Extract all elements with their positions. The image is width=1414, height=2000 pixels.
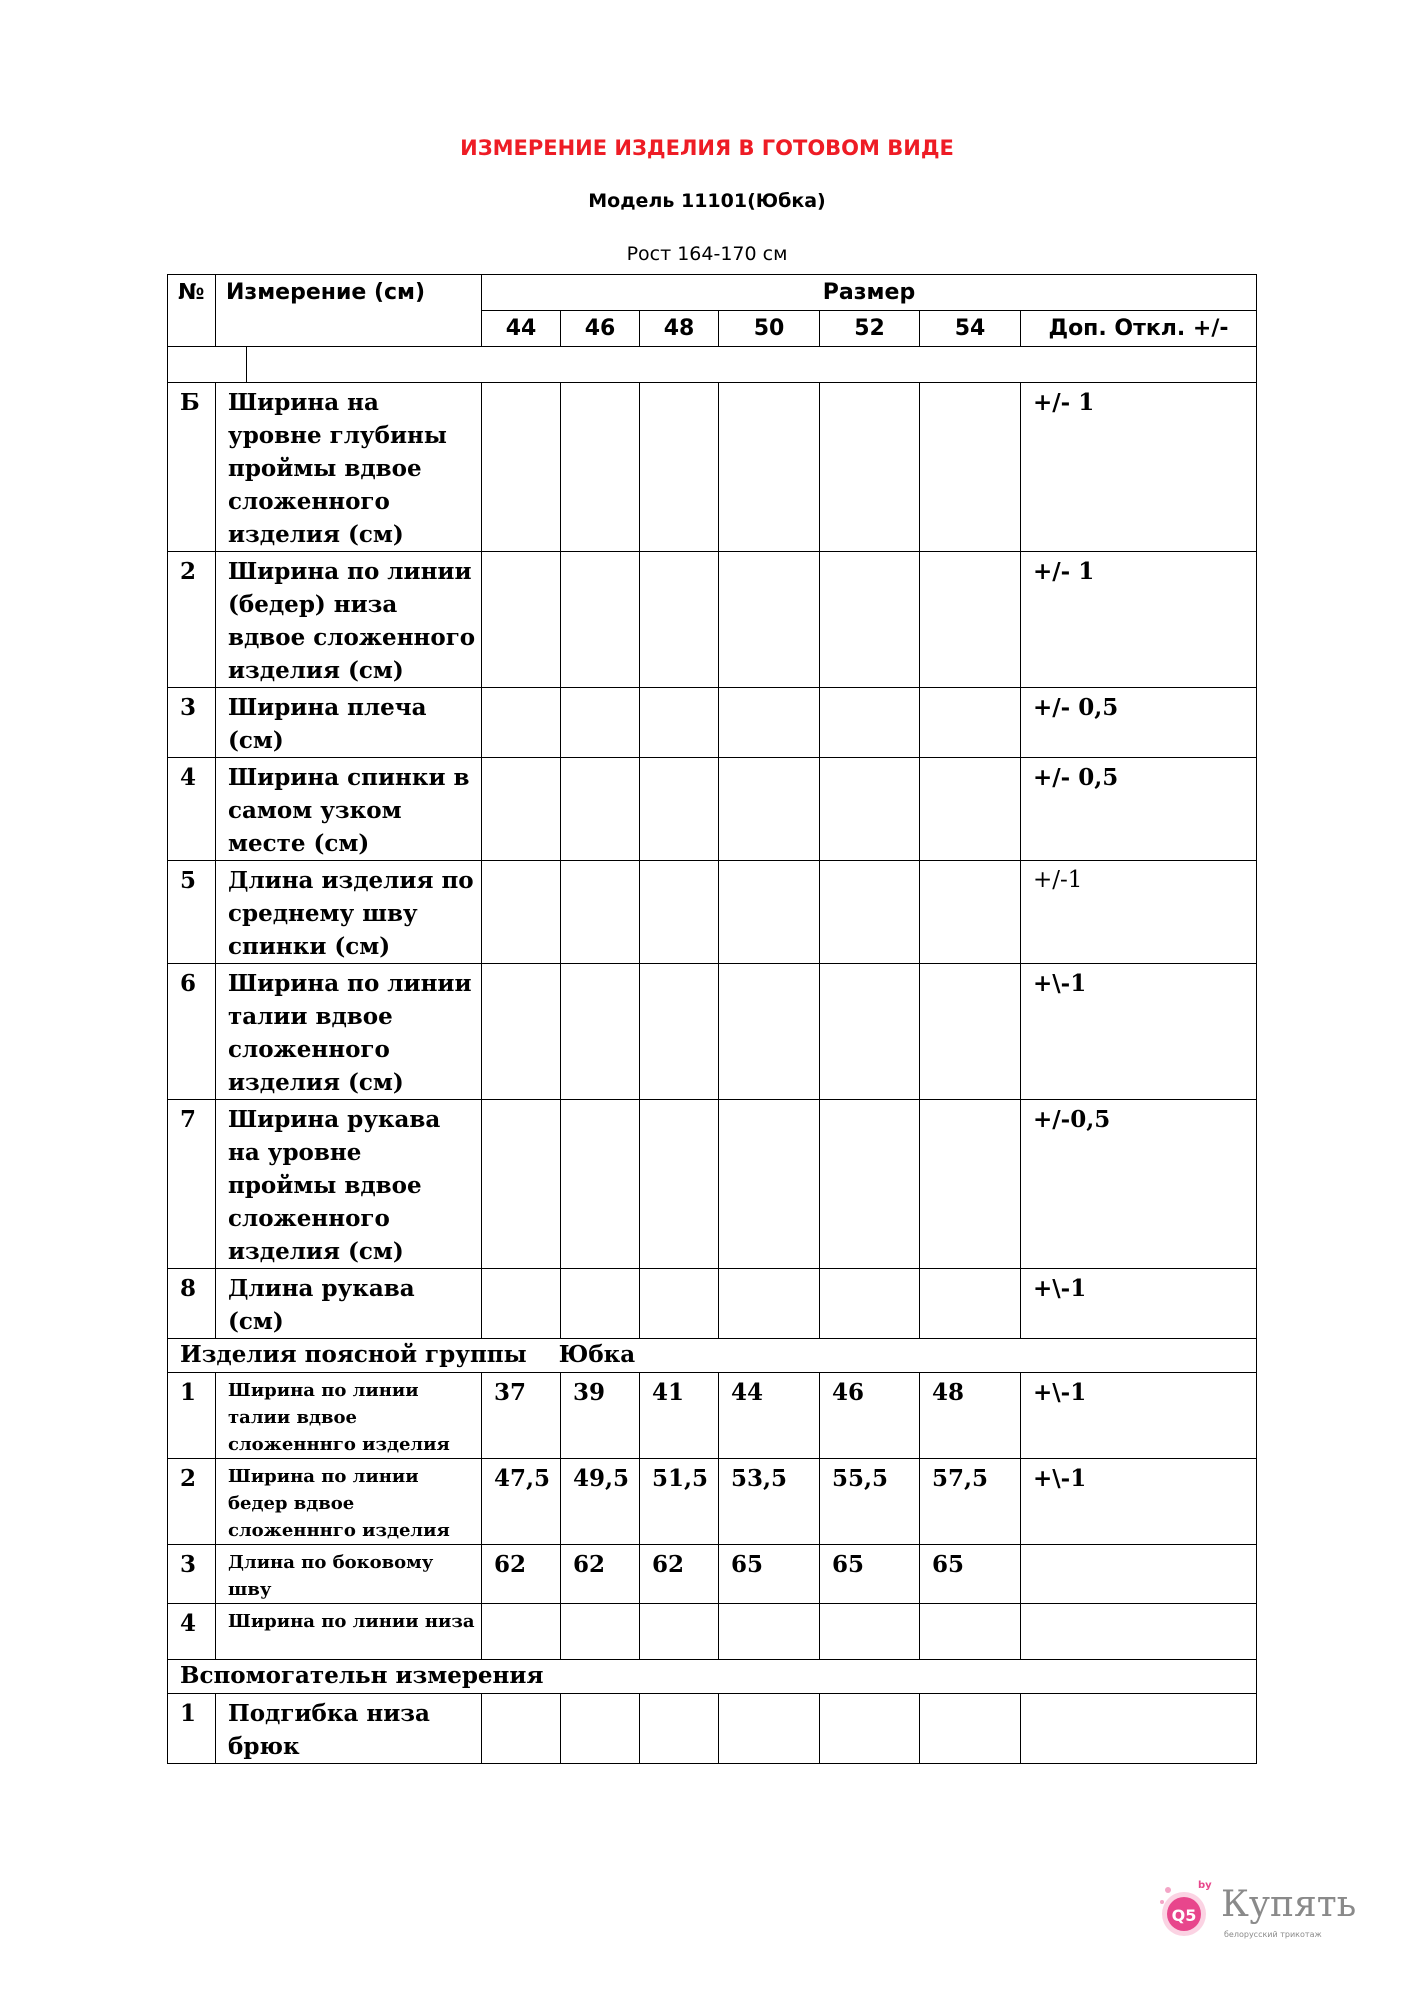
table-row bbox=[168, 552, 1257, 688]
table-row bbox=[168, 1100, 1257, 1269]
size-value-50 bbox=[719, 1100, 820, 1269]
tolerance-value bbox=[1021, 1545, 1257, 1604]
header-measurement: Измерение (см) bbox=[216, 275, 482, 347]
size-value-44 bbox=[482, 861, 561, 964]
size-value-50 bbox=[719, 552, 820, 688]
table-row bbox=[168, 688, 1257, 758]
section-waist-group: Изделия поясной группы Юбка bbox=[168, 1339, 1257, 1373]
size-value-50 bbox=[719, 688, 820, 758]
logo-badge-text: Q5 bbox=[1171, 1906, 1197, 1925]
size-value-52 bbox=[820, 964, 920, 1100]
size-value-54: 48 bbox=[920, 1373, 1021, 1459]
size-value-44 bbox=[482, 1269, 561, 1339]
size-value-52 bbox=[820, 383, 920, 552]
table-row bbox=[168, 758, 1257, 861]
size-value-50 bbox=[719, 964, 820, 1100]
size-value-48 bbox=[640, 964, 719, 1100]
size-value-48 bbox=[640, 758, 719, 861]
size-value-54 bbox=[920, 861, 1021, 964]
size-value-54 bbox=[920, 964, 1021, 1100]
size-value-48: 41 bbox=[640, 1373, 719, 1459]
size-value-44 bbox=[482, 964, 561, 1100]
size-value-44 bbox=[482, 552, 561, 688]
measurement-name: Длина изделия по среднему шву спинки (см) bbox=[216, 861, 482, 964]
size-value-44 bbox=[482, 383, 561, 552]
row-number: 5 bbox=[168, 861, 216, 964]
size-value-54 bbox=[920, 758, 1021, 861]
tolerance-value: +/- 0,5 bbox=[1021, 758, 1257, 861]
size-value-52: 65 bbox=[820, 1545, 920, 1604]
row-number: Б bbox=[168, 383, 216, 552]
row-number: 1 bbox=[168, 1694, 216, 1764]
size-value-46 bbox=[561, 383, 640, 552]
size-value-54 bbox=[920, 383, 1021, 552]
measurement-name: Ширина по линии (бедер) низа вдвое сложенного изделия (см) bbox=[216, 552, 482, 688]
size-value-50: 44 bbox=[719, 1373, 820, 1459]
measurement-name: Ширина рукава на уровне проймы вдвое сложенного изделия (см) bbox=[216, 1100, 482, 1269]
row-number: 8 bbox=[168, 1269, 216, 1339]
header-size-54: 54 bbox=[920, 311, 1021, 347]
measurement-name: Длина по боковому шву bbox=[216, 1545, 482, 1604]
document-title: ИЗМЕРЕНИЕ ИЗДЕЛИЯ В ГОТОВОМ ВИДЕ bbox=[460, 136, 954, 160]
size-value-44 bbox=[482, 688, 561, 758]
header-num: № bbox=[168, 275, 216, 347]
header-tolerance: Доп. Откл. +/- bbox=[1021, 311, 1257, 347]
size-value-54 bbox=[920, 688, 1021, 758]
logo-subtitle: белорусский трикотаж bbox=[1224, 1930, 1322, 1939]
size-value-44 bbox=[482, 1604, 561, 1660]
table-row bbox=[168, 1373, 1257, 1459]
size-value-46 bbox=[561, 861, 640, 964]
row-number: 2 bbox=[168, 1459, 216, 1545]
size-value-54 bbox=[920, 552, 1021, 688]
spacer-row bbox=[168, 347, 1257, 383]
measurement-name: Ширина спинки в самом узком месте (см) bbox=[216, 758, 482, 861]
size-value-46 bbox=[561, 1269, 640, 1339]
table-row bbox=[168, 1604, 1257, 1660]
section-aux: Вспомогательн измерения bbox=[168, 1660, 1257, 1694]
header-size-44: 44 bbox=[482, 311, 561, 347]
size-value-52: 46 bbox=[820, 1373, 920, 1459]
size-value-52 bbox=[820, 1100, 920, 1269]
size-value-46 bbox=[561, 688, 640, 758]
size-value-48 bbox=[640, 1694, 719, 1764]
size-value-46 bbox=[561, 1604, 640, 1660]
tolerance-value: +\-1 bbox=[1021, 964, 1257, 1100]
size-value-50 bbox=[719, 1604, 820, 1660]
size-value-54 bbox=[920, 1694, 1021, 1764]
size-value-54 bbox=[920, 1269, 1021, 1339]
tolerance-value: +/-0,5 bbox=[1021, 1100, 1257, 1269]
size-value-52 bbox=[820, 688, 920, 758]
table-row bbox=[168, 1269, 1257, 1339]
table-row bbox=[168, 1545, 1257, 1604]
measurement-name: Ширина по линии талии вдвое сложенного изделия (см) bbox=[216, 964, 482, 1100]
tolerance-value: +\-1 bbox=[1021, 1269, 1257, 1339]
height-label: Рост 164-170 см bbox=[626, 243, 788, 265]
measurement-name: Ширина на уровне глубины проймы вдвое сложенного изделия (см) bbox=[216, 383, 482, 552]
size-value-50: 53,5 bbox=[719, 1459, 820, 1545]
row-number: 1 bbox=[168, 1373, 216, 1459]
size-value-54: 65 bbox=[920, 1545, 1021, 1604]
size-value-48 bbox=[640, 688, 719, 758]
measurement-name: Ширина по линии бедер вдвое сложенннго изделия bbox=[216, 1459, 482, 1545]
table-row bbox=[168, 861, 1257, 964]
brand-logo bbox=[1158, 1880, 1368, 1942]
size-value-48 bbox=[640, 383, 719, 552]
table-row bbox=[168, 964, 1257, 1100]
size-value-46 bbox=[561, 1694, 640, 1764]
row-number: 7 bbox=[168, 1100, 216, 1269]
size-value-50: 65 bbox=[719, 1545, 820, 1604]
row-number: 6 bbox=[168, 964, 216, 1100]
size-value-50 bbox=[719, 758, 820, 861]
size-value-52: 55,5 bbox=[820, 1459, 920, 1545]
size-value-48 bbox=[640, 861, 719, 964]
header-size: Размер bbox=[482, 275, 1257, 311]
size-value-54 bbox=[920, 1604, 1021, 1660]
tolerance-value: +\-1 bbox=[1021, 1459, 1257, 1545]
row-number: 4 bbox=[168, 1604, 216, 1660]
measurement-name: Подгибка низа брюк bbox=[216, 1694, 482, 1764]
measurement-name: Ширина по линии талии вдвое сложенннго изделия bbox=[216, 1373, 482, 1459]
size-value-54: 57,5 bbox=[920, 1459, 1021, 1545]
size-value-44 bbox=[482, 1694, 561, 1764]
size-value-46 bbox=[561, 758, 640, 861]
size-value-50 bbox=[719, 1269, 820, 1339]
size-value-52 bbox=[820, 861, 920, 964]
measurement-name: Ширина по линии низа bbox=[216, 1604, 482, 1660]
size-value-46: 62 bbox=[561, 1545, 640, 1604]
tolerance-value: +\-1 bbox=[1021, 1373, 1257, 1459]
size-value-46: 39 bbox=[561, 1373, 640, 1459]
model-label: Модель 11101(Юбка) bbox=[588, 190, 826, 212]
tolerance-value bbox=[1021, 1694, 1257, 1764]
row-number: 3 bbox=[168, 688, 216, 758]
size-value-44 bbox=[482, 1100, 561, 1269]
size-value-46: 49,5 bbox=[561, 1459, 640, 1545]
size-value-48 bbox=[640, 1100, 719, 1269]
size-value-50 bbox=[719, 861, 820, 964]
row-number: 3 bbox=[168, 1545, 216, 1604]
size-value-44 bbox=[482, 758, 561, 861]
size-value-54 bbox=[920, 1100, 1021, 1269]
tolerance-value bbox=[1021, 1604, 1257, 1660]
size-value-52 bbox=[820, 552, 920, 688]
size-value-44: 47,5 bbox=[482, 1459, 561, 1545]
measurement-name: Длина рукава (см) bbox=[216, 1269, 482, 1339]
size-value-50 bbox=[719, 1694, 820, 1764]
header-size-46: 46 bbox=[561, 311, 640, 347]
size-value-44: 37 bbox=[482, 1373, 561, 1459]
size-value-44: 62 bbox=[482, 1545, 561, 1604]
tolerance-value: +/- 1 bbox=[1021, 383, 1257, 552]
size-value-50 bbox=[719, 383, 820, 552]
size-value-46 bbox=[561, 964, 640, 1100]
row-number: 4 bbox=[168, 758, 216, 861]
size-value-48: 51,5 bbox=[640, 1459, 719, 1545]
tolerance-value: +/-1 bbox=[1021, 861, 1257, 964]
header-size-52: 52 bbox=[820, 311, 920, 347]
header-size-48: 48 bbox=[640, 311, 719, 347]
size-value-52 bbox=[820, 1604, 920, 1660]
size-value-46 bbox=[561, 1100, 640, 1269]
measurement-name: Ширина плеча (см) bbox=[216, 688, 482, 758]
size-value-48 bbox=[640, 1604, 719, 1660]
size-value-52 bbox=[820, 1694, 920, 1764]
size-value-48: 62 bbox=[640, 1545, 719, 1604]
logo-by: by bbox=[1198, 1880, 1212, 1891]
table-row bbox=[168, 1459, 1257, 1545]
header-size-50: 50 bbox=[719, 311, 820, 347]
size-value-48 bbox=[640, 1269, 719, 1339]
table-row bbox=[168, 383, 1257, 552]
size-value-52 bbox=[820, 1269, 920, 1339]
tolerance-value: +/- 0,5 bbox=[1021, 688, 1257, 758]
table-row bbox=[168, 1694, 1257, 1764]
logo-text: Купять bbox=[1221, 1884, 1357, 1925]
tolerance-value: +/- 1 bbox=[1021, 552, 1257, 688]
size-value-48 bbox=[640, 552, 719, 688]
measurement-table bbox=[167, 274, 1257, 1764]
size-value-46 bbox=[561, 552, 640, 688]
size-value-52 bbox=[820, 758, 920, 861]
row-number: 2 bbox=[168, 552, 216, 688]
